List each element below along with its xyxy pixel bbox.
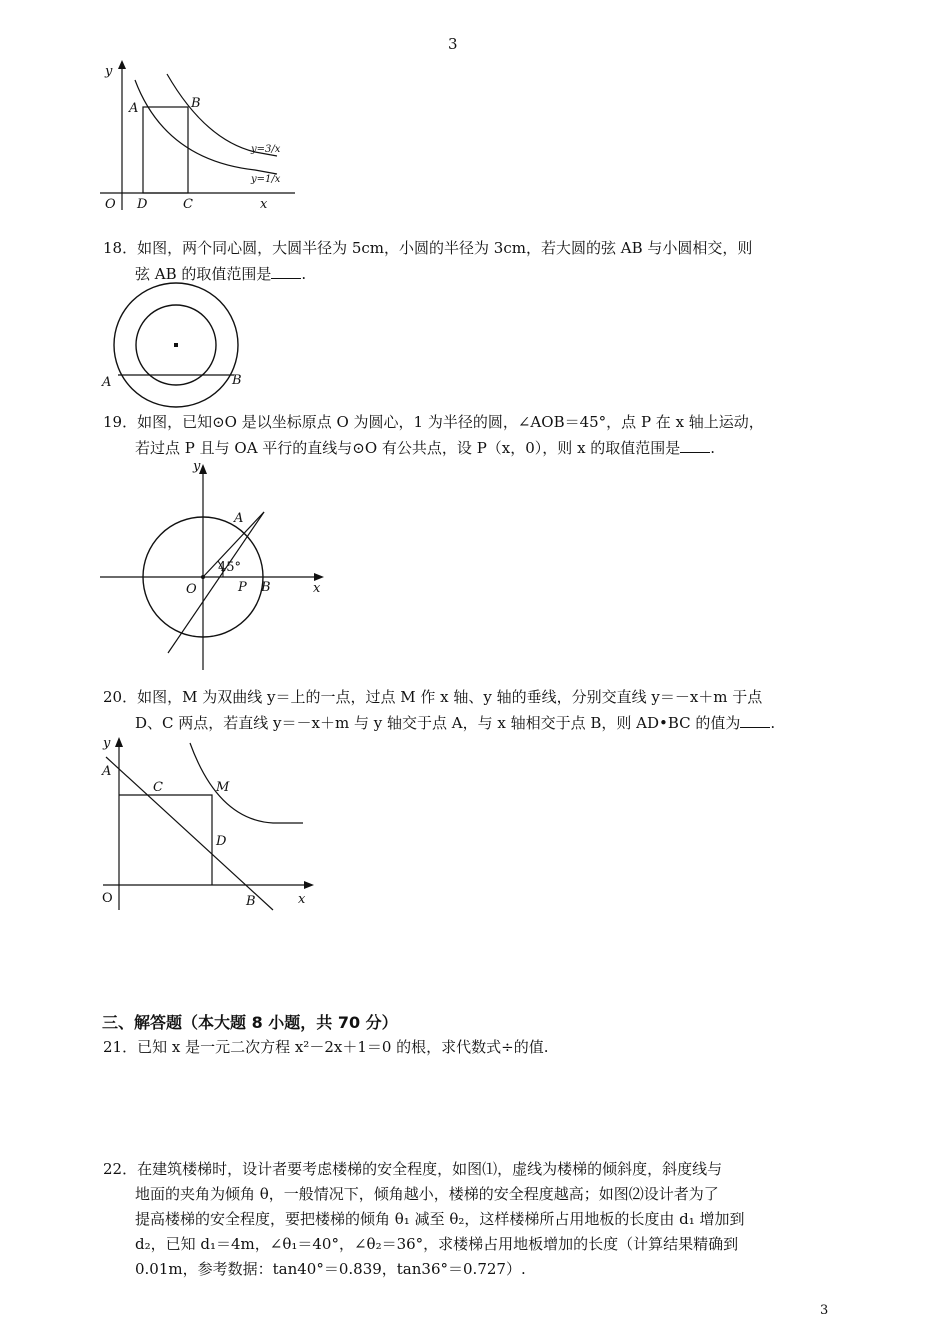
q21-text: 21．已知 x 是一元二次方程 x²－2x＋1＝0 的根，求代数式÷的值. <box>103 1038 549 1056</box>
fig19-label-p: P <box>238 580 247 595</box>
fig18-label-b: B <box>232 373 242 388</box>
fig20-label-d: D <box>216 834 227 849</box>
q22-line1: 22．在建筑楼梯时，设计者要考虑楼梯的安全程度，如图⑴，虚线为楼梯的倾斜度，斜度线与 <box>103 1160 723 1178</box>
q19-answer-blank <box>680 438 710 453</box>
section-3-title: 三、解答题（本大题 8 小题，共 70 分） <box>102 1013 398 1032</box>
q19-line2 <box>135 437 715 459</box>
fig20-label-a: A <box>102 764 112 779</box>
fig20-label-x: x <box>298 892 306 907</box>
q20-line1: 20．如图，M 为双曲线 y＝上的一点，过点 M 作 x 轴、y 轴的垂线，分别交直线 y＝－x＋m 于点 <box>103 688 763 706</box>
fig19-label-o: O <box>186 582 197 597</box>
fig19-label-x: x <box>313 581 321 596</box>
q18-answer-blank <box>271 264 301 279</box>
figure-concentric-circles <box>100 285 260 395</box>
q20-text: D、C 两点，若直线 y＝－x＋m 与 y 轴交于点 A，与 x 轴相交于点 B，则 AD•BC 的值为 <box>135 714 741 732</box>
fig20-label-o: O <box>102 891 113 906</box>
fig20-label-c: C <box>153 780 163 795</box>
fig19-label-a: A <box>234 511 244 526</box>
fig17-label-y: y <box>105 64 113 79</box>
fig17-label-d: D <box>137 197 148 212</box>
fig19-label-y: y <box>193 459 201 474</box>
q20-answer-blank <box>740 713 770 728</box>
fig19-angle-label: 45° <box>218 560 242 575</box>
fig17-label-x: x <box>260 197 268 212</box>
fig20-label-m: M <box>216 780 230 795</box>
q19-text: 若过点 P 且与 OA 平行的直线与⊙O 有公共点，设 P（x，0），则 x 的取值范围是 <box>135 439 681 457</box>
q20-end: . <box>770 714 776 732</box>
figure-hyperbola-line <box>98 735 318 910</box>
q19-end: . <box>710 439 716 457</box>
fig20-label-y: y <box>103 736 111 751</box>
fig17-curve-big-label: y=3/x <box>251 144 281 155</box>
q18-text: 弦 AB 的取值范围是 <box>135 265 272 283</box>
fig17-label-b: B <box>191 96 201 111</box>
q20-line2 <box>135 712 775 734</box>
page-number-top: 3 <box>448 35 458 53</box>
q18-line2 <box>135 263 306 285</box>
q22-line3: 提高楼梯的安全程度，要把楼梯的倾角 θ₁ 减至 θ₂，这样楼梯所占用地板的长度由 d₁ 增加到 <box>135 1210 745 1228</box>
figure-unit-circle <box>98 458 338 673</box>
q18-line1: 18．如图，两个同心圆，大圆半径为 5cm，小圆的半径为 3cm，若大圆的弦 AB 与小圆相交，则 <box>103 239 753 257</box>
fig17-label-a: A <box>129 101 139 116</box>
fig17-curve-small-label: y=1/x <box>251 174 281 185</box>
figure-hyperbolas <box>95 60 295 220</box>
q22-line2: 地面的夹角为倾角 θ，一般情况下，倾角越小，楼梯的安全程度越高；如图⑵设计者为了 <box>135 1185 719 1203</box>
fig18-label-a: A <box>102 375 112 390</box>
q22-line5: 0.01m，参考数据：tan40°＝0.839，tan36°＝0.727）. <box>135 1260 526 1278</box>
q18-end: . <box>301 265 307 283</box>
q22-line4: d₂，已知 d₁＝4m，∠θ₁＝40°，∠θ₂＝36°，求楼梯占用地板增加的长度（计算结果精确到 <box>135 1235 739 1253</box>
page-number-bottom: 3 <box>820 1303 829 1318</box>
fig17-label-c: C <box>183 197 193 212</box>
fig17-label-o: O <box>105 197 116 212</box>
fig20-label-b: B <box>246 894 256 909</box>
q19-line1: 19．如图，已知⊙O 是以坐标原点 O 为圆心，1 为半径的圆，∠AOB＝45°，点 P 在 x 轴上运动， <box>103 413 764 431</box>
fig19-label-b: B <box>261 580 271 595</box>
